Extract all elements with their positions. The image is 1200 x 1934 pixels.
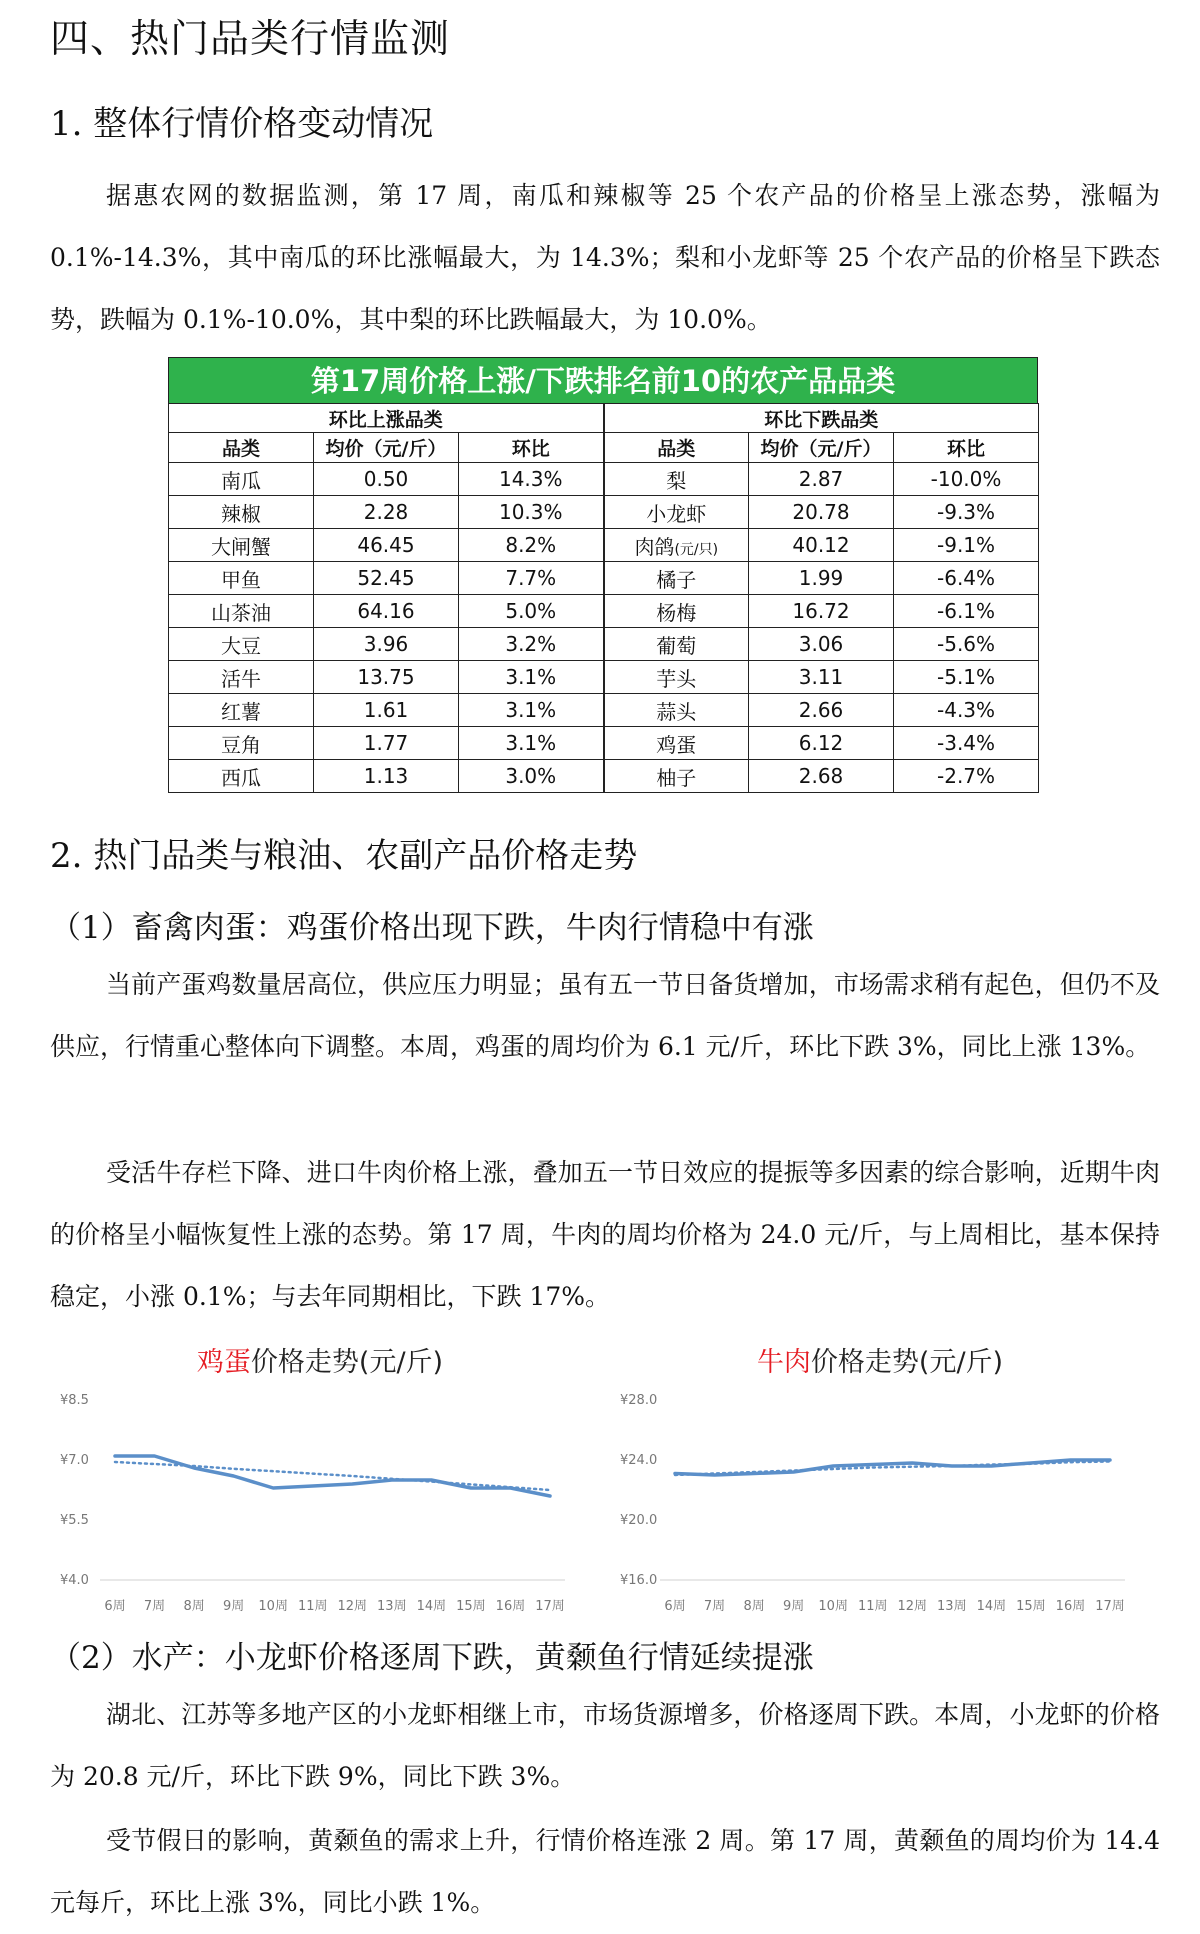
x-tick-label: 14周 xyxy=(976,1599,1007,1614)
cell-down-price-text: 2.68 xyxy=(798,764,844,788)
cell-down-change xyxy=(894,562,1039,595)
cell-down-price-text: 16.72 xyxy=(792,599,850,623)
cell-up-price xyxy=(314,760,459,793)
x-tick-label: 12周 xyxy=(337,1599,368,1614)
cell-up-price-text: 1.77 xyxy=(363,731,409,755)
cell-down-name xyxy=(604,562,749,595)
cell-down-name xyxy=(604,529,749,562)
cell-down-change xyxy=(894,595,1039,628)
beef-chart-title-rest: 价格走势(元/斤) xyxy=(810,1347,1004,1378)
cell-up-name-text: 活牛 xyxy=(221,666,261,691)
y-tick-label: ¥5.5 xyxy=(60,1513,89,1528)
subsection-title-overall: 1. 整体行情价格变动情况 xyxy=(50,104,434,144)
beef-chart-svg xyxy=(620,1340,1140,1630)
cell-down-name xyxy=(604,463,749,496)
cell-up-change-text: 3.1% xyxy=(505,698,557,722)
col-header-down-name: 品类 xyxy=(604,433,749,463)
cell-up-change xyxy=(459,694,604,727)
cell-down-name xyxy=(604,595,749,628)
egg-chart-title-rest: 价格走势(元/斤) xyxy=(250,1347,444,1378)
x-tick-label: 11周 xyxy=(857,1599,888,1614)
egg-price-chart xyxy=(60,1340,580,1630)
cell-down-price-text: 3.11 xyxy=(798,665,844,689)
cell-down-change-text: -6.4% xyxy=(937,566,996,590)
cell-up-name-text: 红薯 xyxy=(221,699,261,724)
x-tick-label: 7周 xyxy=(703,1599,726,1614)
cell-up-name-text: 大豆 xyxy=(221,633,261,658)
egg-chart-title-highlight: 鸡蛋 xyxy=(196,1347,251,1378)
x-tick-label: 17周 xyxy=(535,1599,565,1614)
table-title: 第17周价格上涨/下跌排名前10的农产品品类 xyxy=(168,357,1038,403)
cell-down-change xyxy=(894,628,1039,661)
x-tick-label: 13周 xyxy=(377,1599,407,1614)
beef-chart-title-highlight: 牛肉 xyxy=(756,1347,811,1378)
cell-up-price xyxy=(314,628,459,661)
paragraph-overall: 据惠农网的数据监测，第 17 周，南瓜和辣椒等 25 个农产品的价格呈上涨态势，涨幅为 0.1%-14.3%，其中南瓜的环比涨幅最大，为 14.3%；梨和小龙虾等 25 个农产品的价格呈下跌态势，跌幅为 0.1%-10.0%，其中梨的环比跌幅最大，为 10.0%。 xyxy=(50,181,1160,334)
cell-down-name-text: 肉鸽 xyxy=(634,534,675,559)
x-tick-label: 6周 xyxy=(104,1599,126,1614)
table-row xyxy=(169,661,1039,694)
cell-down-price-text: 3.06 xyxy=(798,632,844,656)
cell-down-price-text: 2.87 xyxy=(798,467,844,491)
cell-down-change-text: -9.3% xyxy=(937,500,996,524)
cell-up-price xyxy=(314,463,459,496)
y-tick-label: ¥4.0 xyxy=(60,1573,89,1588)
cell-down-name xyxy=(604,496,749,529)
cell-up-change xyxy=(459,562,604,595)
x-tick-label: 13周 xyxy=(937,1599,967,1614)
cell-down-name xyxy=(604,628,749,661)
y-tick-label: ¥28.0 xyxy=(620,1393,658,1408)
col-header-up-change: 环比 xyxy=(459,433,604,463)
cell-up-change-text: 14.3% xyxy=(498,467,563,491)
x-tick-label: 9周 xyxy=(782,1599,805,1614)
cell-up-price xyxy=(314,529,459,562)
table-row xyxy=(169,529,1039,562)
cell-down-name xyxy=(604,694,749,727)
cell-up-name xyxy=(169,628,314,661)
table-row xyxy=(169,727,1039,760)
cell-up-change xyxy=(459,760,604,793)
cell-up-change-text: 5.0% xyxy=(505,599,557,623)
cell-up-change-text: 3.1% xyxy=(505,665,557,689)
heading-livestock: （1）畜禽肉蛋：鸡蛋价格出现下跌，牛肉行情稳中有涨 xyxy=(50,910,814,946)
cell-down-change xyxy=(894,661,1039,694)
cell-up-price-text: 52.45 xyxy=(357,566,415,590)
cell-up-price xyxy=(314,694,459,727)
x-tick-label: 10周 xyxy=(258,1599,288,1614)
section-title: 四、热门品类行情监测 xyxy=(50,17,451,62)
cell-down-change-text: -4.3% xyxy=(937,698,996,722)
unit-label: (元/只) xyxy=(674,541,719,558)
y-tick-label: ¥24.0 xyxy=(620,1453,658,1468)
cell-up-change-text: 3.1% xyxy=(505,731,557,755)
cell-down-price xyxy=(749,727,894,760)
cell-up-change xyxy=(459,628,604,661)
y-tick-label: ¥16.0 xyxy=(620,1573,658,1588)
cell-up-name-text: 山茶油 xyxy=(211,600,271,625)
cell-down-price xyxy=(749,529,894,562)
cell-down-name xyxy=(604,727,749,760)
down-group-header: 环比下跌品类 xyxy=(604,404,1039,433)
heading-aquatic: （2）水产：小龙虾价格逐周下跌，黄颡鱼行情延续提涨 xyxy=(50,1640,814,1676)
x-tick-label: 15周 xyxy=(1016,1599,1046,1614)
cell-down-name xyxy=(604,661,749,694)
cell-up-name xyxy=(169,529,314,562)
cell-up-name-text: 辣椒 xyxy=(221,501,261,526)
cell-up-name-text: 西瓜 xyxy=(221,765,261,790)
subsection-title-trends: 2. 热门品类与粮油、农副产品价格走势 xyxy=(50,836,638,876)
table-row xyxy=(169,694,1039,727)
egg-chart-svg xyxy=(60,1340,580,1630)
cell-down-name-text: 柚子 xyxy=(656,765,697,790)
cell-up-name-text: 大闸蟹 xyxy=(211,534,271,559)
cell-down-price xyxy=(749,628,894,661)
cell-down-change-text: -2.7% xyxy=(937,764,996,788)
cell-up-price-text: 3.96 xyxy=(363,632,409,656)
cell-up-change xyxy=(459,727,604,760)
cell-down-name-text: 小龙虾 xyxy=(646,501,707,526)
cell-up-name-text: 甲鱼 xyxy=(221,567,261,592)
paragraph-eggs: 当前产蛋鸡数量居高位，供应压力明显；虽有五一节日备货增加，市场需求稍有起色，但仍不及供应，行情重心整体向下调整。本周，鸡蛋的周均价为 6.1 元/斤，环比下跌 3%，同比上涨 13%。 xyxy=(50,970,1160,1061)
col-header-down-change: 环比 xyxy=(894,433,1039,463)
col-header-down-price: 均价（元/斤） xyxy=(749,433,894,463)
y-tick-label: ¥8.5 xyxy=(60,1393,89,1408)
x-tick-label: 15周 xyxy=(456,1599,486,1614)
cell-up-name xyxy=(169,496,314,529)
cell-down-price-text: 20.78 xyxy=(792,500,850,524)
up-group-header: 环比上涨品类 xyxy=(169,404,604,433)
cell-down-change-text: -5.6% xyxy=(937,632,996,656)
paragraph-catfish: 受节假日的影响，黄颡鱼的需求上升，行情价格连涨 2 周。第 17 周，黄颡鱼的周均价为 14.4 元每斤，环比上涨 3%，同比小跌 1%。 xyxy=(50,1826,1160,1917)
x-tick-label: 8周 xyxy=(743,1599,765,1614)
cell-down-change xyxy=(894,463,1039,496)
x-tick-label: 12周 xyxy=(897,1599,928,1614)
cell-up-name xyxy=(169,760,314,793)
cell-down-price-text: 40.12 xyxy=(792,533,850,557)
paragraph-crayfish: 湖北、江苏等多地产区的小龙虾相继上市，市场货源增多，价格逐周下跌。本周，小龙虾的价格为 20.8 元/斤，环比下跌 9%，同比下跌 3%。 xyxy=(50,1700,1160,1791)
table-body xyxy=(169,463,1039,793)
table-row xyxy=(169,496,1039,529)
cell-down-change-text: -3.4% xyxy=(937,731,996,755)
y-tick-label: ¥7.0 xyxy=(60,1453,89,1468)
x-tick-label: 17周 xyxy=(1095,1599,1125,1614)
cell-down-price xyxy=(749,661,894,694)
cell-down-name-text: 蒜头 xyxy=(656,699,697,724)
cell-up-price-text: 0.50 xyxy=(363,467,409,491)
beef-price-chart xyxy=(620,1340,1140,1630)
cell-down-change-text: -9.1% xyxy=(937,533,996,557)
cell-up-change-text: 3.0% xyxy=(505,764,557,788)
cell-up-name xyxy=(169,694,314,727)
cell-down-change-text: -10.0% xyxy=(930,467,1002,491)
table-row xyxy=(169,760,1039,793)
cell-down-name-text: 梨 xyxy=(666,468,687,493)
cell-down-name xyxy=(604,760,749,793)
cell-down-price xyxy=(749,595,894,628)
cell-up-name xyxy=(169,562,314,595)
cell-up-change xyxy=(459,595,604,628)
col-header-up-price: 均价（元/斤） xyxy=(314,433,459,463)
cell-up-name-text: 南瓜 xyxy=(221,468,261,493)
cell-up-price-text: 46.45 xyxy=(357,533,415,557)
cell-up-change xyxy=(459,463,604,496)
cell-up-change-text: 8.2% xyxy=(505,533,557,557)
cell-up-change-text: 3.2% xyxy=(505,632,557,656)
cell-up-price xyxy=(314,727,459,760)
cell-down-change xyxy=(894,694,1039,727)
table-row xyxy=(169,628,1039,661)
paragraph-beef: 受活牛存栏下降、进口牛肉价格上涨，叠加五一节日效应的提振等多因素的综合影响，近期牛肉的价格呈小幅恢复性上涨的态势。第 17 周，牛肉的周均价格为 24.0 元/斤，与上周相比，基本保持稳定，小涨 0.1%；与去年同期相比，下跌 17%。 xyxy=(50,1158,1160,1311)
cell-up-change-text: 7.7% xyxy=(505,566,557,590)
cell-up-change xyxy=(459,529,604,562)
cell-down-change xyxy=(894,529,1039,562)
cell-up-price-text: 2.28 xyxy=(363,500,409,524)
cell-down-price-text: 2.66 xyxy=(798,698,844,722)
cell-down-price xyxy=(749,562,894,595)
ranking-table-grid xyxy=(168,403,1039,793)
cell-down-name-text: 葡萄 xyxy=(656,633,697,658)
cell-up-price xyxy=(314,595,459,628)
cell-down-name-text: 芋头 xyxy=(656,666,697,691)
x-tick-label: 14周 xyxy=(416,1599,447,1614)
cell-down-change xyxy=(894,496,1039,529)
table-row xyxy=(169,562,1039,595)
x-tick-label: 9周 xyxy=(222,1599,245,1614)
cell-up-price-text: 1.13 xyxy=(363,764,409,788)
cell-down-change xyxy=(894,760,1039,793)
table-row xyxy=(169,595,1039,628)
x-tick-label: 6周 xyxy=(664,1599,686,1614)
x-tick-label: 7周 xyxy=(143,1599,166,1614)
x-tick-label: 10周 xyxy=(818,1599,848,1614)
cell-down-change xyxy=(894,727,1039,760)
cell-down-name-text: 杨梅 xyxy=(656,600,697,625)
cell-up-name xyxy=(169,595,314,628)
cell-down-change-text: -5.1% xyxy=(937,665,996,689)
cell-up-name xyxy=(169,463,314,496)
cell-up-change xyxy=(459,496,604,529)
cell-down-price-text: 1.99 xyxy=(798,566,844,590)
cell-up-price xyxy=(314,661,459,694)
x-tick-label: 11周 xyxy=(297,1599,328,1614)
cell-up-name xyxy=(169,727,314,760)
cell-up-change-text: 10.3% xyxy=(498,500,563,524)
cell-up-change xyxy=(459,661,604,694)
cell-down-name-text: 鸡蛋 xyxy=(656,732,697,757)
x-tick-label: 16周 xyxy=(1055,1599,1086,1614)
cell-up-price-text: 64.16 xyxy=(357,599,415,623)
cell-down-price xyxy=(749,496,894,529)
cell-down-price-text: 6.12 xyxy=(798,731,844,755)
ranking-table xyxy=(168,357,1038,793)
cell-up-name xyxy=(169,661,314,694)
y-tick-label: ¥20.0 xyxy=(620,1513,658,1528)
cell-up-price-text: 1.61 xyxy=(363,698,409,722)
cell-down-name-text: 橘子 xyxy=(656,567,697,592)
cell-up-price-text: 13.75 xyxy=(357,665,415,689)
x-tick-label: 16周 xyxy=(495,1599,526,1614)
cell-up-name-text: 豆角 xyxy=(221,732,261,757)
cell-down-price xyxy=(749,760,894,793)
cell-down-price xyxy=(749,463,894,496)
cell-up-price xyxy=(314,562,459,595)
cell-up-price xyxy=(314,496,459,529)
table-row xyxy=(169,463,1039,496)
col-header-up-name: 品类 xyxy=(169,433,314,463)
x-tick-label: 8周 xyxy=(183,1599,205,1614)
cell-down-price xyxy=(749,694,894,727)
cell-down-change-text: -6.1% xyxy=(937,599,996,623)
